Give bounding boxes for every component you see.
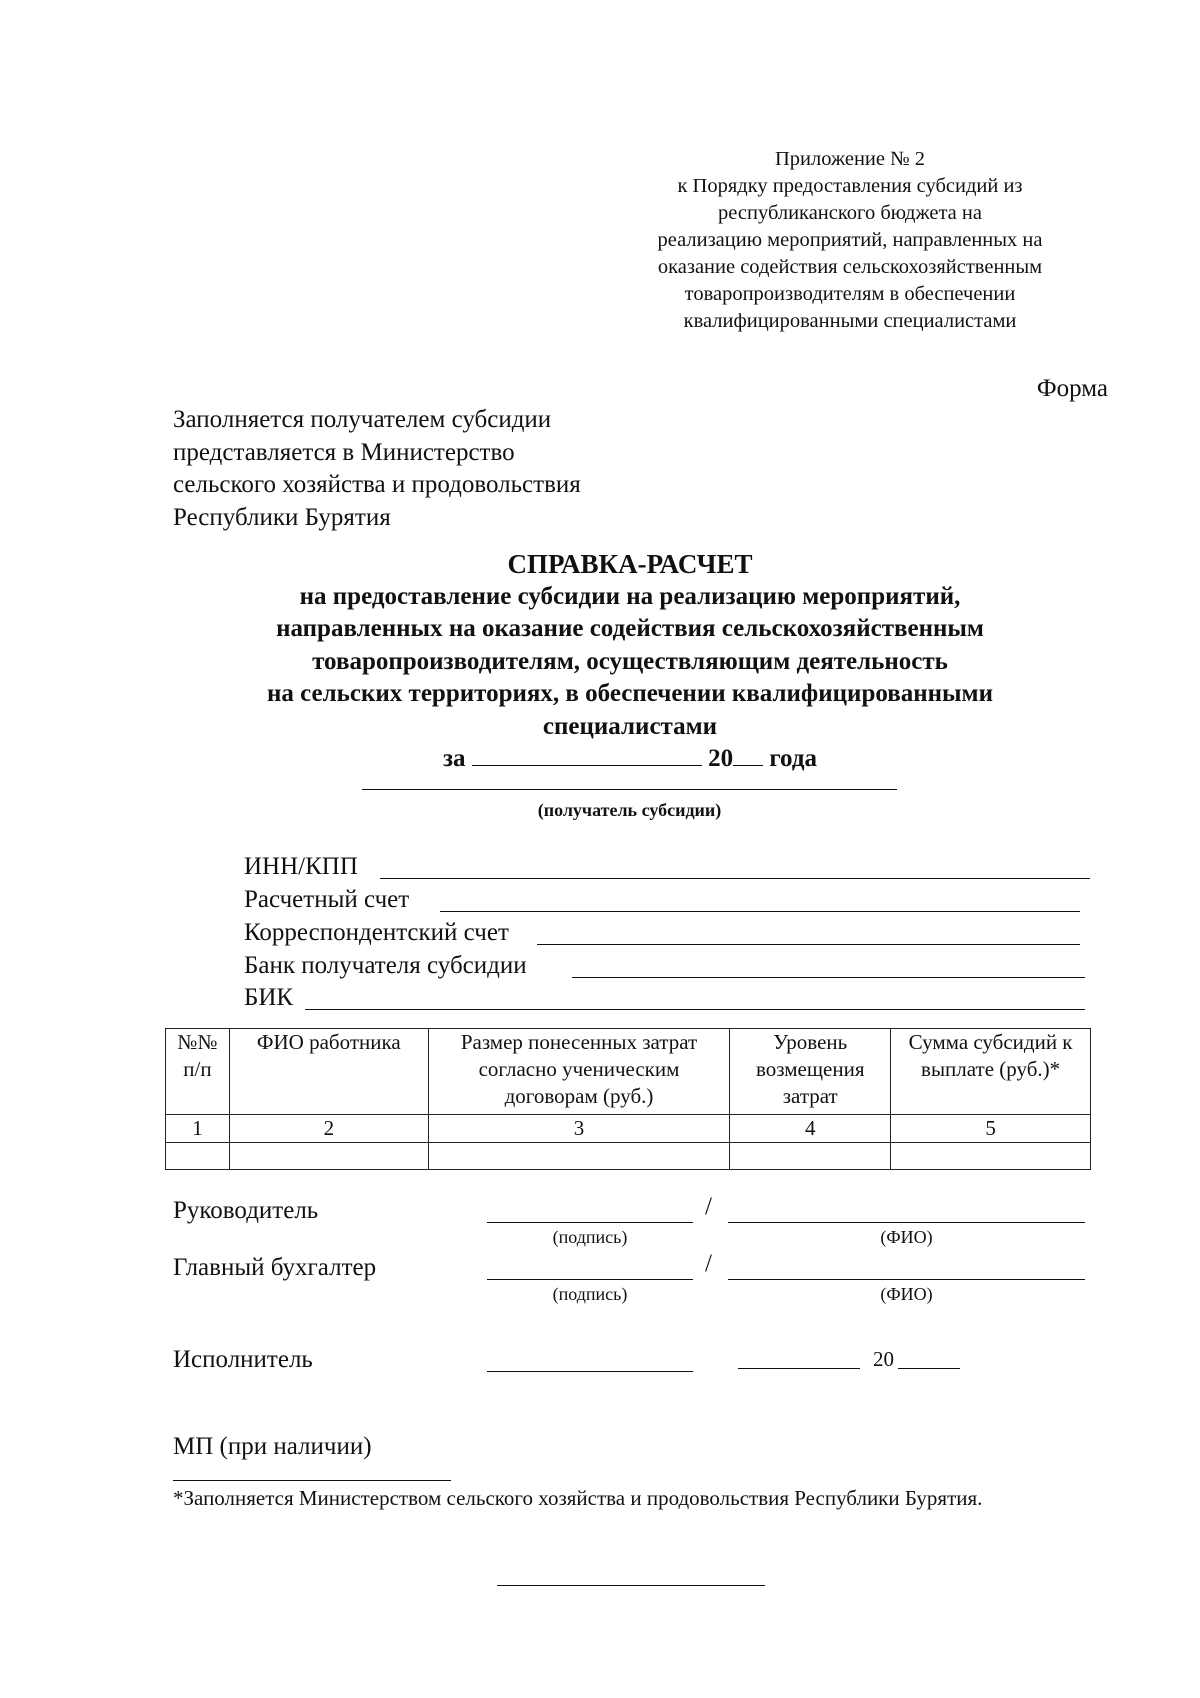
head-name-field[interactable] (728, 1222, 1085, 1223)
footnote: *Заполняется Министерством сельского хозяйства и продовольствия Республики Бурятия. (173, 1486, 983, 1510)
table-numbering-row (166, 1115, 1091, 1143)
period-suffix: года (769, 745, 817, 772)
col-header-amount: Сумма субсидий к выплате (руб.)* (891, 1029, 1091, 1115)
executor-year-field[interactable] (898, 1368, 960, 1369)
executor-label: Исполнитель (173, 1346, 313, 1373)
recipient-caption: (получатель субсидии) (537, 800, 722, 820)
stamp-label: МП (при наличии) (173, 1433, 372, 1460)
col-header-name: ФИО работника (229, 1029, 428, 1115)
col-number: 3 (428, 1115, 730, 1143)
account-field[interactable] (440, 911, 1080, 912)
annex-line: к Порядку предоставления субсидий из (677, 175, 1023, 197)
accountant-slash: / (705, 1250, 712, 1277)
table-row (166, 1143, 1091, 1170)
table-cell[interactable] (730, 1143, 891, 1170)
filler-note (173, 404, 581, 534)
title-line: направленных на оказание содействия сельскохозяйственным (276, 615, 984, 642)
period-month-field[interactable] (472, 743, 702, 766)
executor-date-field[interactable] (738, 1368, 860, 1369)
document-title (100, 548, 1160, 743)
table-cell[interactable] (428, 1143, 730, 1170)
bank-label: Банк получателя субсидии (244, 952, 527, 979)
head-signature-caption: (подпись) (552, 1227, 628, 1247)
recipient-field[interactable] (362, 789, 897, 790)
accountant-name-field[interactable] (728, 1279, 1085, 1280)
filler-note-line: представляется в Министерство (173, 438, 515, 466)
bank-field[interactable] (572, 977, 1085, 978)
period-prefix: за (443, 745, 466, 772)
period-line (100, 743, 1160, 773)
table-cell[interactable] (229, 1143, 428, 1170)
col-number: 2 (229, 1115, 428, 1143)
annex-header (600, 146, 1100, 335)
head-signature-field[interactable] (487, 1222, 693, 1223)
col-header-costs: Размер понесенных затрат согласно ученическим договорам (руб.) (428, 1029, 730, 1115)
annex-line: товаропроизводителям в обеспечении (684, 283, 1016, 305)
period-year-field[interactable] (733, 743, 763, 766)
inn-kpp-field[interactable] (380, 878, 1090, 879)
title-line: специалистами (542, 712, 718, 740)
accountant-name-caption: (ФИО) (880, 1284, 933, 1304)
period-year-prefix: 20 (708, 745, 734, 772)
footnote-divider (173, 1480, 451, 1481)
annex-line: Приложение № 2 (774, 148, 926, 170)
accountant-signature-field[interactable] (487, 1279, 693, 1280)
bik-label: БИК (244, 984, 294, 1011)
head-slash: / (705, 1193, 712, 1220)
form-label: Форма (1036, 375, 1108, 402)
filler-note-line: Заполняется получателем субсидии (173, 406, 552, 433)
executor-field[interactable] (487, 1371, 693, 1372)
annex-line: оказание содействия сельскохозяйственным (657, 256, 1043, 278)
head-name-caption: (ФИО) (880, 1227, 933, 1247)
corr-account-field[interactable] (537, 944, 1080, 945)
title-line: на сельских территориях, в обеспечении квалифицированными (267, 680, 993, 707)
title-line: товаропроизводителям, осуществляющим деятельность (312, 647, 948, 675)
filler-note-line: Республики Бурятия (173, 503, 391, 531)
col-header-rate: Уровень возмещения затрат (730, 1029, 891, 1115)
table-header-row (166, 1029, 1091, 1115)
col-number: 5 (891, 1115, 1091, 1143)
accountant-label: Главный бухгалтер (173, 1254, 377, 1281)
annex-line: квалифицированными специалистами (683, 310, 1017, 332)
end-divider (497, 1585, 765, 1586)
table-cell[interactable] (891, 1143, 1091, 1170)
table-cell[interactable] (166, 1143, 230, 1170)
annex-line: республиканского бюджета на (718, 202, 982, 224)
col-header-number: №№ п/п (166, 1029, 230, 1115)
bik-field[interactable] (305, 1009, 1085, 1010)
filler-note-line: сельского хозяйства и продовольствия (173, 471, 581, 498)
account-label: Расчетный счет (244, 886, 410, 913)
corr-account-label: Корреспондентский счет (244, 919, 509, 946)
calculation-table (165, 1028, 1091, 1170)
accountant-signature-caption: (подпись) (552, 1284, 628, 1304)
annex-line: реализацию мероприятий, направленных на (657, 229, 1043, 251)
title-line: на предоставление субсидии на реализацию мероприятий, (299, 582, 961, 610)
col-number: 4 (730, 1115, 891, 1143)
head-label: Руководитель (173, 1197, 319, 1224)
title-main: СПРАВКА-РАСЧЕТ (507, 549, 753, 579)
col-number: 1 (166, 1115, 230, 1143)
inn-kpp-label: ИНН/КПП (244, 853, 358, 880)
executor-year-prefix: 20 (873, 1347, 894, 1371)
